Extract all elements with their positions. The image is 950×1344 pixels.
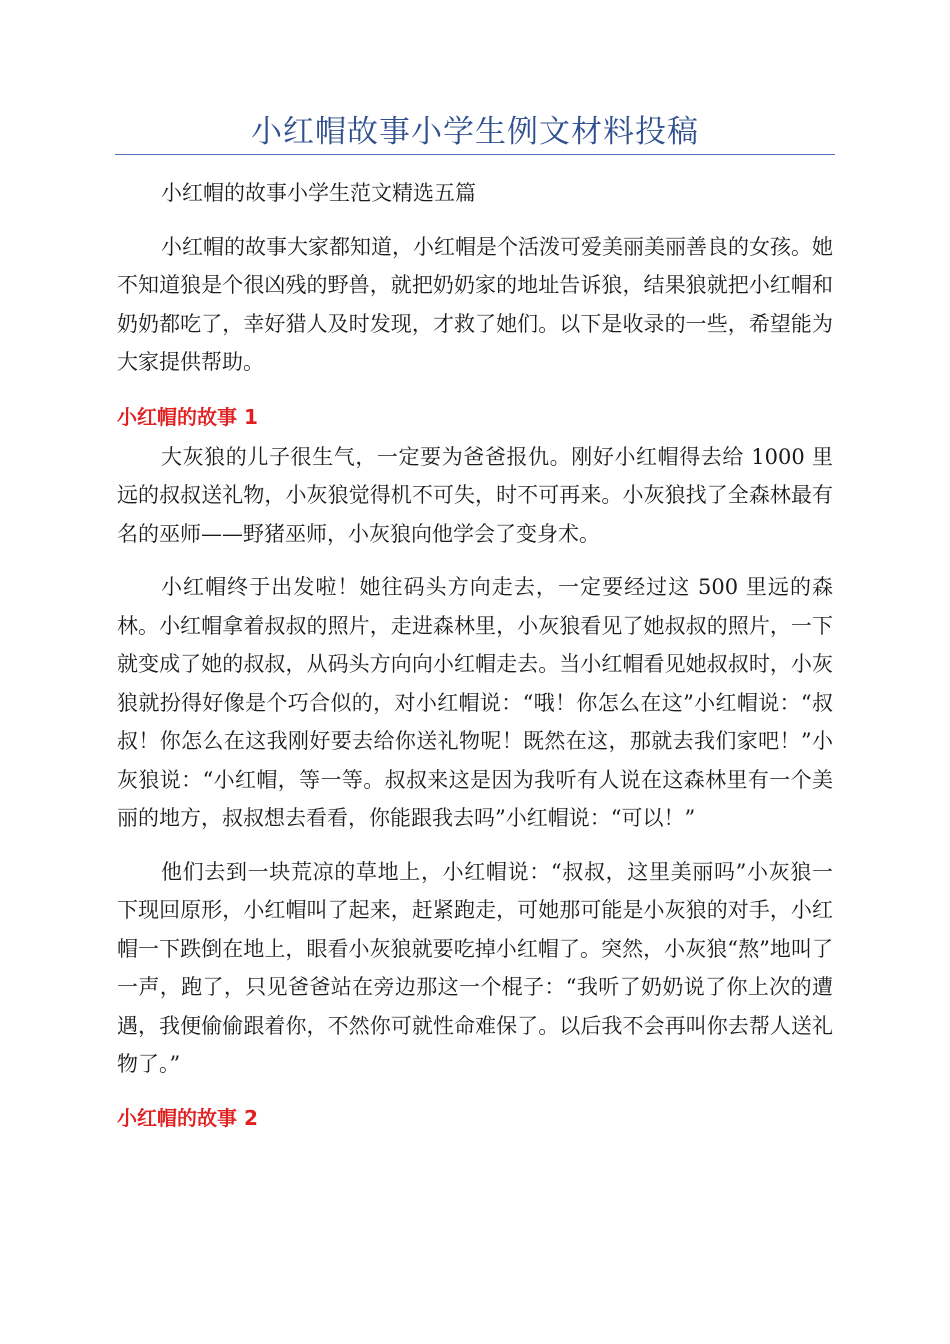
document-title: 小红帽故事小学生例文材料投稿	[251, 114, 699, 150]
document-body	[117, 174, 833, 1139]
section-heading-1: 小红帽的故事 1	[117, 404, 258, 429]
section-1-paragraph-3: 他们去到一块荒凉的草地上，小红帽说：“叔叔，这里美丽吗”小灰狼一下现回原形，小红帽叫了起来，赶紧跑走，可她那可能是小灰狼的对手，小红帽一下跌倒在地上，眼看小灰狼就要吃掉小红帽了。突然，小灰狼“熬”地叫了一声，跑了，只见爸爸站在旁边那这一个棍子：“我听了奶奶说了你上次的遭遇，我便偷偷跟着你，不然你可就性命难保了。以后我不会再叫你去帮人送礼物了。”	[117, 859, 833, 1076]
section-1-paragraph-2: 小红帽终于出发啦！她往码头方向走去，一定要经过这 500 里远的森林。小红帽拿着叔叔的照片，走进森林里，小灰狼看见了她叔叔的照片，一下就变成了她的叔叔，从码头方向向小红帽走去。当小红帽看见她叔叔时，小灰狼就扮得好像是个巧合似的，对小红帽说：“哦！你怎么在这”小红帽说：“叔叔！你怎么在这我刚好要去给你送礼物呢！既然在这，那就去我们家吧！”小灰狼说：“小红帽，等一等。叔叔来这是因为我听有人说在这森林里有一个美丽的地方，叔叔想去看看，你能跟我去吗”小红帽说：“可以！”	[117, 575, 833, 830]
section-heading-2: 小红帽的故事 2	[117, 1105, 258, 1130]
intro-paragraph: 小红帽的故事大家都知道，小红帽是个活泼可爱美丽美丽善良的女孩。她不知道狼是个很凶残的野兽，就把奶奶家的地址告诉狼，结果狼就把小红帽和奶奶都吃了，幸好猎人及时发现，才救了她们。以下是收录的一些，希望能为大家提供帮助。	[117, 234, 833, 374]
title-divider	[115, 154, 835, 155]
lead-paragraph: 小红帽的故事小学生范文精选五篇	[161, 181, 476, 205]
section-1-paragraph-1: 大灰狼的儿子很生气，一定要为爸爸报仇。刚好小红帽得去给 1000 里远的叔叔送礼物，小灰狼觉得机不可失，时不可再来。小灰狼找了全森林最有名的巫师——野猪巫师，小灰狼向他学会了变身术。	[117, 444, 833, 546]
